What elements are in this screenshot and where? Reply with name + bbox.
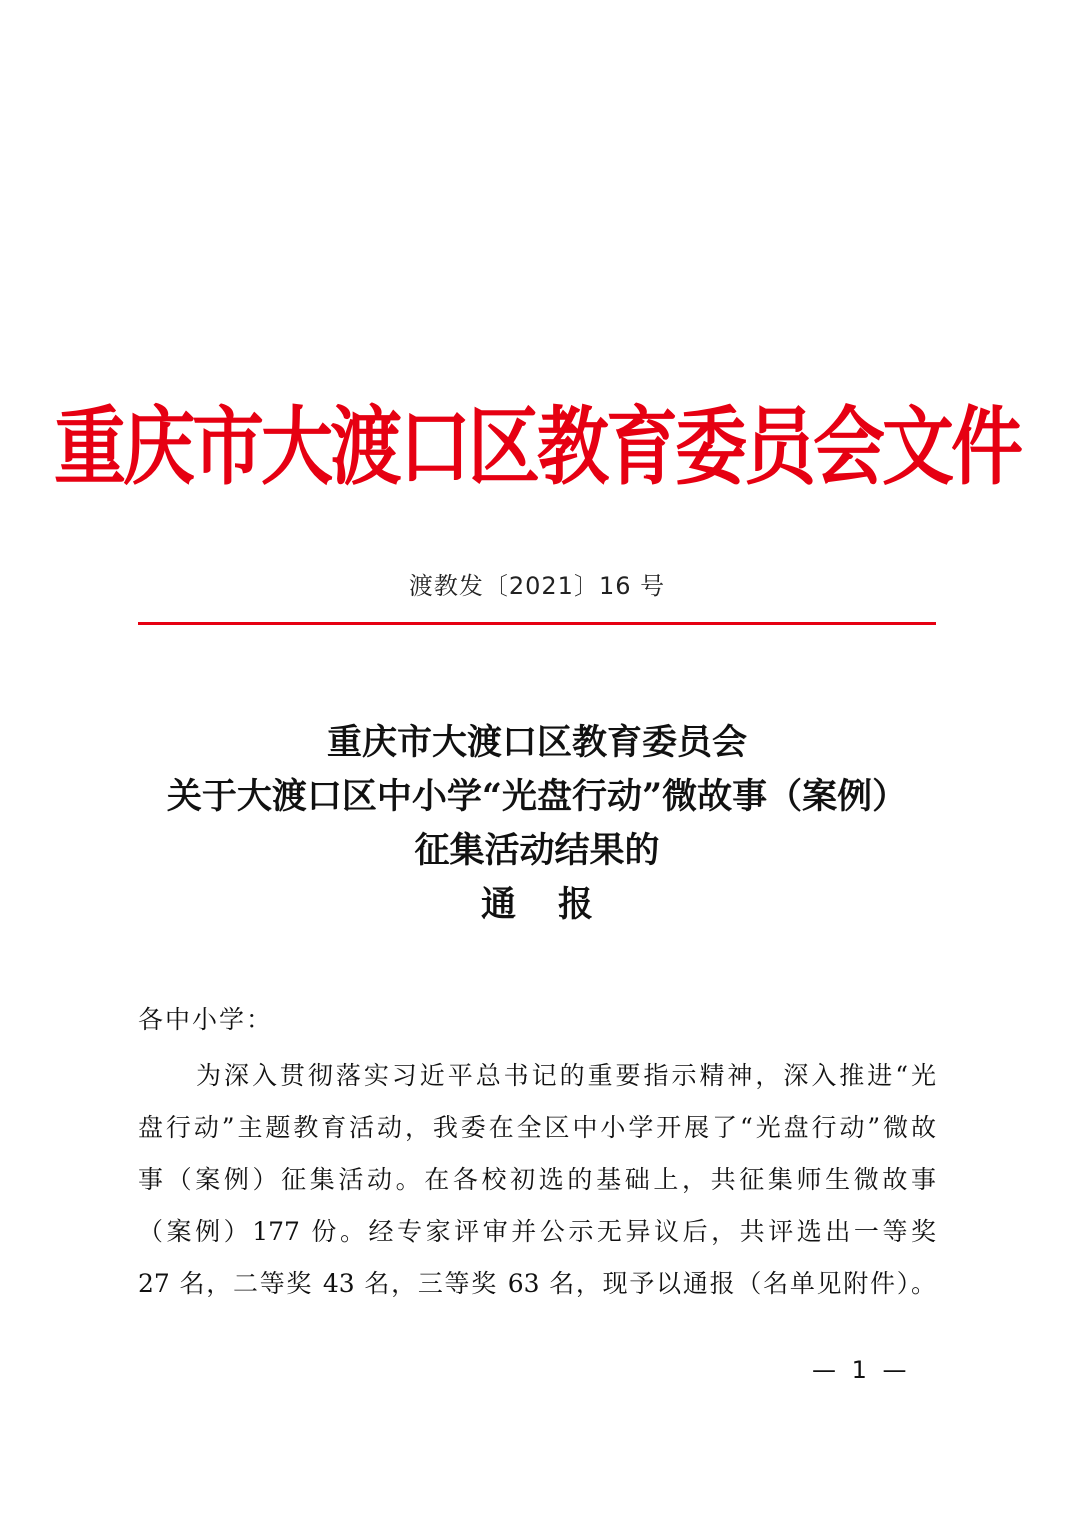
masthead-title: 重庆市大渡口区教育委员会文件 [53,397,1020,497]
title-line-notice: 通报 [480,884,635,925]
title-line-subject: 关于大渡口区中小学“光盘行动”微故事（案例） [166,776,908,817]
page-number: — 1 — [812,1356,911,1384]
notice-title [0,716,1074,932]
salutation: 各中小学： [138,1005,274,1034]
body-paragraph [138,1050,936,1310]
body-line: 盘行动”主题教育活动，我委在全区中小学开展了“光盘行动”微故 [138,1113,936,1142]
red-divider [138,622,936,625]
title-line-result: 征集活动结果的 [414,830,660,871]
document-number: 渡教发〔2021〕16 号 [408,572,666,600]
body-line: 事（案例）征集活动。在各校初选的基础上，共征集师生微故事 [138,1165,936,1194]
body-line: （案例）177 份。经专家评审并公示无异议后，共评选出一等奖 [138,1217,936,1246]
title-line-issuer: 重庆市大渡口区教育委员会 [326,722,747,763]
body-line: 27 名，二等奖 43 名，三等奖 63 名，现予以通报（名单见附件）。 [138,1269,936,1298]
body-line: 为深入贯彻落实习近平总书记的重要指示精神，深入推进“光 [196,1061,936,1090]
